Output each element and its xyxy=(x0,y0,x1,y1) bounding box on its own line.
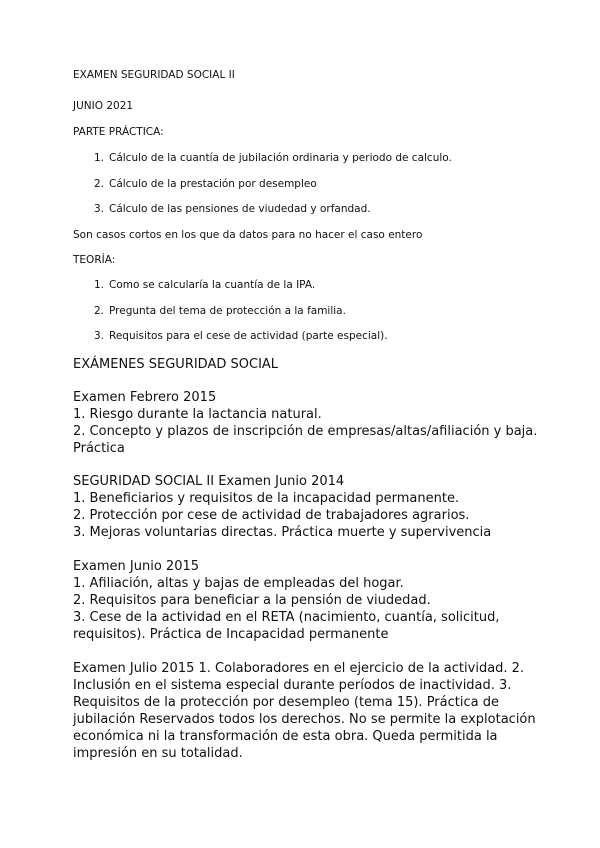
list-item: 1. Como se calcularía la cuantía de la IPA. xyxy=(93,279,316,291)
exam-jun-2014 xyxy=(73,473,543,541)
exam-feb-2015 xyxy=(73,389,543,457)
text-line: impresión en su totalidad. xyxy=(73,746,243,761)
theory-list xyxy=(73,279,533,343)
text-line: requisitos). Práctica de Incapacidad permanente xyxy=(73,627,389,642)
text-line: jubilación Reservados todos los derechos. No se permite la explotación xyxy=(73,712,536,727)
text-line: 1. Afiliación, altas y bajas de empleadas del hogar. xyxy=(73,576,404,591)
practical-heading: PARTE PRÁCTICA: xyxy=(73,126,164,138)
text-line: económica ni la transformación de esta obra. Queda permitida la xyxy=(73,729,498,744)
list-item: 2. Cálculo de la prestación por desempleo xyxy=(93,177,317,190)
exams-heading: EXÁMENES SEGURIDAD SOCIAL xyxy=(73,357,279,372)
exam-feb-2015-title: Examen Febrero 2015 xyxy=(73,390,217,405)
exam-title: EXAMEN SEGURIDAD SOCIAL II xyxy=(73,69,235,81)
list-item: 3. Cálculo de las pensiones de viudedad y orfandad. xyxy=(93,203,371,215)
exam-date: JUNIO 2021 xyxy=(73,100,134,112)
exam-jun-2014-title: SEGURIDAD SOCIAL II Examen Junio 2014 xyxy=(73,474,345,489)
text-line: Examen Julio 2015 1. Colaboradores en el ejercicio de la actividad. 2. xyxy=(73,661,525,676)
exam-jun-2015-title: Examen Junio 2015 xyxy=(73,559,200,574)
text-line: 2. Concepto y plazos de inscripción de empresas/altas/afiliación y baja. xyxy=(73,424,538,439)
practical-list xyxy=(73,152,533,216)
text-line: 2. Requisitos para beneficiar a la pensión de viudedad. xyxy=(73,593,431,608)
exam-jun-2015 xyxy=(73,558,543,643)
text-line: 2. Protección por cese de actividad de trabajadores agrarios. xyxy=(73,508,470,523)
list-item: 3. Requisitos para el cese de actividad (parte especial). xyxy=(93,330,388,342)
text-line: 1. Riesgo durante la lactancia natural. xyxy=(73,407,322,422)
text-line: 3. Mejoras voluntarias directas. Práctica muerte y supervivencia xyxy=(73,525,492,540)
list-item: 2. Pregunta del tema de protección a la familia. xyxy=(93,304,346,317)
text-line: Requisitos de la protección por desempleo (tema 15). Práctica de xyxy=(73,695,499,710)
text-line: 3. Cese de la actividad en el RETA (nacimiento, cuantía, solicitud, xyxy=(73,610,500,625)
note-text: Son casos cortos en los que da datos para no hacer el caso entero xyxy=(73,229,423,241)
text-line: 1. Beneficiarios y requisitos de la incapacidad permanente. xyxy=(73,491,460,506)
text-line: Inclusión en el sistema especial durante períodos de inactividad. 3. xyxy=(73,678,512,693)
list-item: 1. Cálculo de la cuantía de jubilación ordinaria y periodo de calculo. xyxy=(93,152,452,164)
theory-heading: TEORÍA: xyxy=(73,254,116,266)
text-line: Práctica xyxy=(73,441,125,456)
exam-jul-2015 xyxy=(73,660,543,762)
